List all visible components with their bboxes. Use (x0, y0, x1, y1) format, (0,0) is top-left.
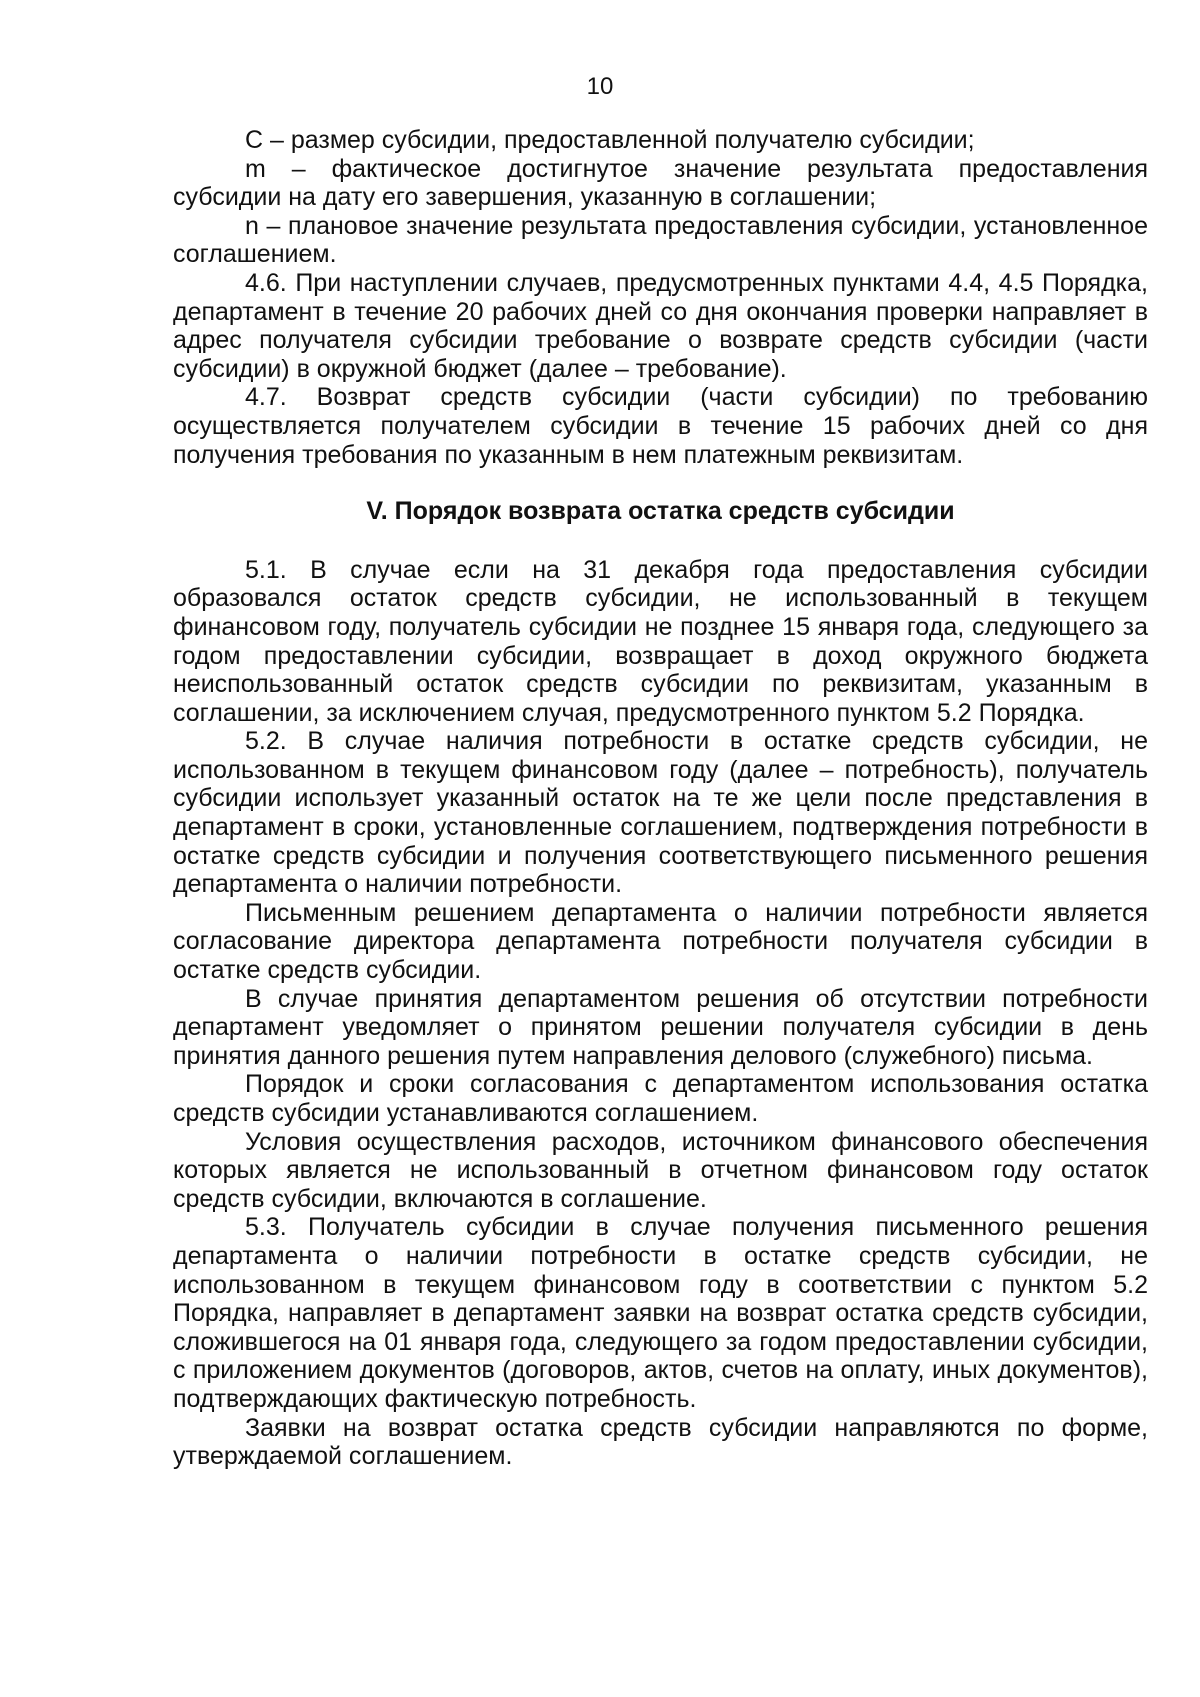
paragraph-5-1: 5.1. В случае если на 31 декабря года предоставления субсидии образовался остаток средств субсидии, не использованный в текущем финансовом году, получатель субсидии не позднее 15 января года, следующего за годом предоставлении субсидии, возвращает в доход окружного бюджета неиспользованный остаток средств субсидии по реквизитам, указанным в соглашении, за исключением случая, предусмотренного пунктом 5.2 Порядка. (173, 555, 1148, 727)
document-body (173, 126, 1148, 1471)
paragraph-4-6: 4.6. При наступлении случаев, предусмотренных пунктами 4.4, 4.5 Порядка, департамент в течение 20 рабочих дней со дня окончания проверки направляет в адрес получателя субсидии требование о возврате средств субсидии (части субсидии) в окружной бюджет (далее – требование). (173, 268, 1148, 383)
paragraph-4-7: 4.7. Возврат средств субсидии (части субсидии) по требованию осуществляется получателем субсидии в течение 15 рабочих дней со дня получения требования по указанным в нем платежным реквизитам. (173, 383, 1148, 469)
section-title: V. Порядок возврата остатка средств субсидии (366, 497, 955, 526)
paragraph-m-definition: m – фактическое достигнутое значение результата предоставления субсидии на дату его завершения, указанную в соглашении; (173, 154, 1148, 212)
paragraph-written-decision: Письменным решением департамента о наличии потребности является согласование директора департамента потребности получателя субсидии в остатке средств субсидии. (173, 898, 1148, 985)
paragraph-5-2: 5.2. В случае наличия потребности в остатке средств субсидии, не использованном в текущем финансовом году (далее – потребность), получатель субсидии использует указанный остаток на те же цели после представления в департамент в сроки, установленные соглашением, подтверждения потребности в остатке средств субсидии и получения соответствующего письменного решения департамента о наличии потребности. (173, 727, 1148, 899)
paragraph-no-need-decision: В случае принятия департаментом решения об отсутствии потребности департамент уведомляет о принятом решении получателя субсидии в день принятия данного решения путем направления делового (служебного) письма. (173, 984, 1148, 1070)
paragraph-5-3: 5.3. Получатель субсидии в случае получения письменного решения департамента о наличии потребности в остатке средств субсидии, не использованном в текущем финансовом году в соответствии с пунктом 5.2 Порядка, направляет в департамент заявки на возврат остатка средств субсидии, сложившегося на 01 января года, следующего за годом предоставлении субсидии, с приложением документов (договоров, актов, счетов на оплату, иных документов), подтверждающих фактическую потребность. (173, 1213, 1148, 1413)
paragraph-n-definition: n – плановое значение результата предоставления субсидии, установленное соглашением. (173, 211, 1148, 269)
page-number: 10 (586, 73, 614, 100)
paragraph-expense-conditions: Условия осуществления расходов, источником финансового обеспечения которых является не использованный в отчетном финансовом году остаток средств субсидии, включаются в соглашение. (173, 1127, 1148, 1213)
paragraph-c-definition: С – размер субсидии, предоставленной получателю субсидии; (245, 126, 975, 154)
paragraph-application-form: Заявки на возврат остатка средств субсидии направляются по форме, утверждаемой соглашением. (173, 1413, 1148, 1471)
paragraph-approval-procedure: Порядок и сроки согласования с департаментом использования остатка средств субсидии устанавливаются соглашением. (173, 1070, 1148, 1127)
